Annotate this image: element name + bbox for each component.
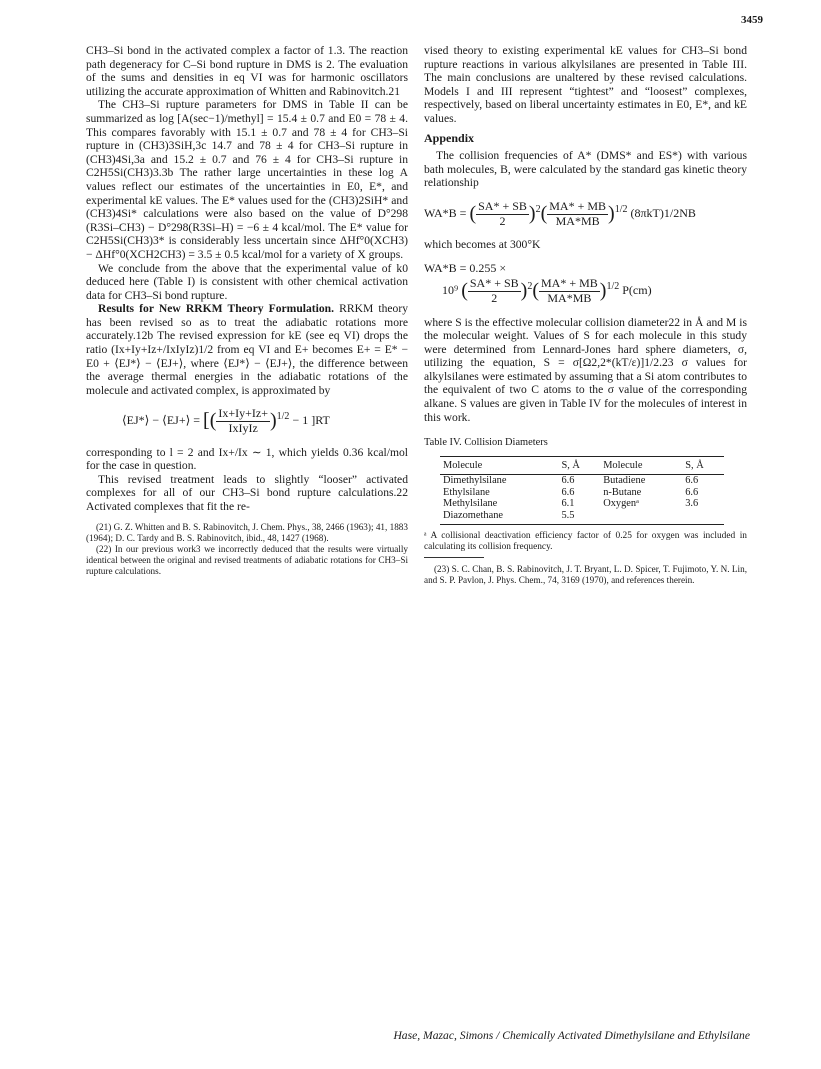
table-cell: Methylsilane: [443, 498, 498, 510]
table-cell: 6.1: [561, 498, 575, 510]
left-paragraph-4: [86, 302, 408, 397]
table-cell: 3.6: [685, 498, 699, 510]
collision-diameters-table: [440, 456, 724, 526]
footnote-22: (22) In our previous work3 we incorrectly deduced that the results were virtually identical between the original and revised treatments of adiabatic rotations for CH3–Si rupture calculations.: [86, 543, 408, 576]
eq2-b-denominator: MA*MB: [547, 290, 592, 305]
left-footnotes: [86, 522, 408, 577]
eq2-fraction-a: [468, 277, 521, 305]
right-paragraph-3: which becomes at 300°K: [424, 238, 541, 252]
footnote-23: (23) S. C. Chan, B. S. Rabinovitch, J. T. Bryant, L. D. Spicer, T. Fujimoto, Y. N. Lin, and S. P. Pavlon, J. Phys. Chem., 74, 3169 (1970), and references therein.: [424, 564, 747, 586]
eq-tail: − 1 ]RT: [292, 413, 330, 428]
right-paragraph-1: vised theory to existing experimental kE values for CH3–Si bond rupture reactions in various alkylsilanes are presented in Table III. The main conclusions are unaltered by these revised calculations. Models I and III represent “tightest” and “loosest” complexes, respectively, based on liberal uncertainty estimates in E0, E*, and kE values.: [424, 44, 747, 125]
eq-lhs: ⟨EJ*⟩ − ⟨EJ+⟩ =: [122, 413, 201, 428]
table-row: [440, 510, 724, 525]
table-cell: 6.6: [561, 475, 575, 487]
table-header-cell: S, Å: [682, 456, 724, 475]
eq2-line-2: 10⁹ ( $\frac{SA* + SB}{2}$ )$^2$( $\frac{MA* + MB}{MA*MB}$ )$^{1/2}$ P(cm): [442, 276, 652, 305]
left-paragraph-1: CH3–Si bond in the activated complex a factor of 1.3. The reaction path degeneracy for C–Si bond rupture in DMS is 2. The evaluation of the sums and densities in eq VI was for harmonic oscillators utilizing the accurate approximation of Whitten and Rabinovitch.21: [86, 44, 408, 98]
table-footnote: ᵃ A collisional deactivation efficiency factor of 0.25 for oxygen was included in calculating its collision frequency.: [424, 531, 747, 553]
table-cell: Dimethylsilane: [443, 475, 507, 487]
eq2-prefix: 10⁹: [442, 283, 459, 298]
appendix-title: Appendix: [424, 130, 475, 145]
table-row: [440, 475, 724, 487]
eq1-a-numerator: SA* + SB: [478, 198, 527, 213]
right-column: [424, 44, 747, 586]
left-paragraph-2: The CH3–Si rupture parameters for DMS in Table II can be summarized as log [A(sec−1)/methyl] = 15.4 ± 0.7 and E0 = 78 ± 4. This compares favorably with 15.1 ± 0.7 and 78 ± 4 for CH3–Si rupture in (CH3)3SiH,3c 14.7 and 78 ± 4 for CH3–Si rupture in (CH3)4Si,3a and 15.2 ± 0.7 and 76 ± 4 for CH3–Si rupture in C2H5Si(CH3)3.3b The rather large uncertainties in these log A values reflect our estimates of the uncertainties in E0, E*, and experimental kE values. The E* values used for the (CH3)2SiH* and (CH3)4Si* calculations were also based on the value of D°298 (R3Si–CH3) − D°298(R3Si–H) = −6 ± 4 kcal/mol. The E* value for C2H5Si(CH3)3* is considerably less uncertain since ΔHf°0(XCH3) − ΔHf°0(XCH2CH3) = 3.5 ± 0.5 kcal/mol for a variety of X groups.: [86, 98, 408, 261]
results-body: RRKM theory has been revised so as to treat the adiabatic rotations more accurately.12b The revised expression for kE (see eq VI) drops the ratio (Ix+Iy+Iz+/IxIyIz)1/2 from eq VI and E+ becomes E+ = E* − E0 + ⟨EJ*⟩ − ⟨EJ+⟩, where ⟨EJ*⟩ − ⟨EJ+⟩, the difference between the average thermal energies in the adiabatic rotations of the molecule and activated complex, is approximated by: [86, 302, 408, 397]
eq1-fraction-b: [547, 200, 608, 228]
eq2-fraction-b: [539, 277, 600, 305]
eq1-lhs: WA*B =: [424, 205, 467, 220]
eq1-b-denominator: MA*MB: [555, 213, 600, 228]
eq1-fraction-a: [476, 200, 529, 228]
eq-numerator: Ix+Iy+Iz+: [218, 406, 268, 421]
eq2-a-denominator: 2: [491, 290, 498, 305]
eq2-b-numerator: MA* + MB: [541, 276, 598, 291]
table-header-cell: Molecule: [440, 456, 558, 475]
table-header-cell: S, Å: [558, 456, 600, 475]
eq1-b-numerator: MA* + MB: [549, 198, 607, 213]
eq1-tail: (8πkT)1/2NB: [630, 205, 696, 220]
table-cell: Butadiene: [603, 475, 646, 487]
footnote-divider: [424, 557, 484, 558]
table-row: [440, 487, 724, 499]
table-cell: [682, 510, 724, 525]
right-paragraph-4: where S is the effective molecular collision diameter22 in Å and M is the molecular weight. Values of S for each molecule in this study were determined from Lennard-Jones hard sphere diameters, σ, utilizing the equation, S = σ[Ω2,2*(kT/ε)]1/2.23 σ values for alkylsilanes were estimated by assuming that a Si atom contributes to the equivalent of two C atoms to the σ value of the corresponding alkane. S values are given in Table IV for the molecules of interest in this work.: [424, 315, 747, 424]
eq2-tail: P(cm): [622, 283, 652, 298]
eq2-line-1: WA*B = 0.255 ×: [424, 260, 507, 275]
left-paragraph-6: This revised treatment leads to slightly “looser” activated complexes for all of our CH3–Si bond rupture calculations.22 Activated complexes that fit the re-: [86, 472, 408, 513]
right-footnotes: [424, 564, 747, 586]
table-cell: Ethylsilane: [443, 486, 490, 498]
footnote-21: (21) G. Z. Whitten and B. S. Rabinovitch, J. Chem. Phys., 38, 2466 (1963); 41, 1883 (1964); D. C. Tardy and B. S. Rabinovitch, ibid., 48, 1427 (1968).: [86, 521, 408, 543]
table-header-cell: Molecule: [600, 456, 682, 475]
eq2-a-numerator: SA* + SB: [469, 276, 519, 291]
right-paragraph-2: The collision frequencies of A* (DMS* and ES*) with various bath molecules, B, were calculated by the standard gas kinetic theory relationship: [424, 149, 747, 190]
table-title: Table IV. Collision Diameters: [424, 437, 548, 449]
table-row: [440, 498, 724, 510]
table-cell: 6.6: [685, 475, 699, 487]
table-header-row: [440, 456, 724, 475]
table-cell: 6.6: [685, 486, 699, 498]
table-cell: 6.6: [561, 486, 575, 498]
left-paragraph-3: We conclude from the above that the experimental value of k0 deduced here (Table I) is consistent with other chemical activation data for CH3–Si bond rupture.: [86, 261, 408, 302]
results-heading: Results for New RRKM Theory Formulation.: [98, 302, 335, 316]
eq1-a-denominator: 2: [499, 213, 506, 228]
left-paragraph-5: corresponding to l = 2 and Ix+/Ix ∼ 1, which yields 0.36 kcal/mol for the case in question.: [86, 445, 408, 473]
table-cell: Diazomethane: [443, 509, 504, 521]
rotation-energy-equation: ⟨EJ*⟩ − ⟨EJ+⟩ = [( $\frac{Ix+Iy+Iz+}{\text{IxIyIz}}$ )$^{1/2}$ − 1 ]RT: [122, 406, 330, 436]
page-number: 3459: [741, 14, 763, 26]
running-footer: Hase, Mazac, Simons / Chemically Activated Dimethylsilane and Ethylsilane: [393, 1029, 750, 1042]
table-cell: Oxygenᵃ: [603, 498, 639, 510]
table-cell: n-Butane: [603, 486, 642, 498]
collision-frequency-equation: WA*B = ( $\frac{SA* + SB}{2}$ )$^2$( $\frac{MA* + MB}{MA*MB}$ )$^{1/2}$ (8πkT)1/2NB: [424, 198, 696, 228]
table-cell: 5.5: [561, 509, 575, 521]
left-column: [86, 44, 408, 577]
eq-denominator: IxIyIz: [228, 421, 258, 436]
table-cell: [600, 510, 682, 525]
eq-fraction: [216, 407, 270, 435]
